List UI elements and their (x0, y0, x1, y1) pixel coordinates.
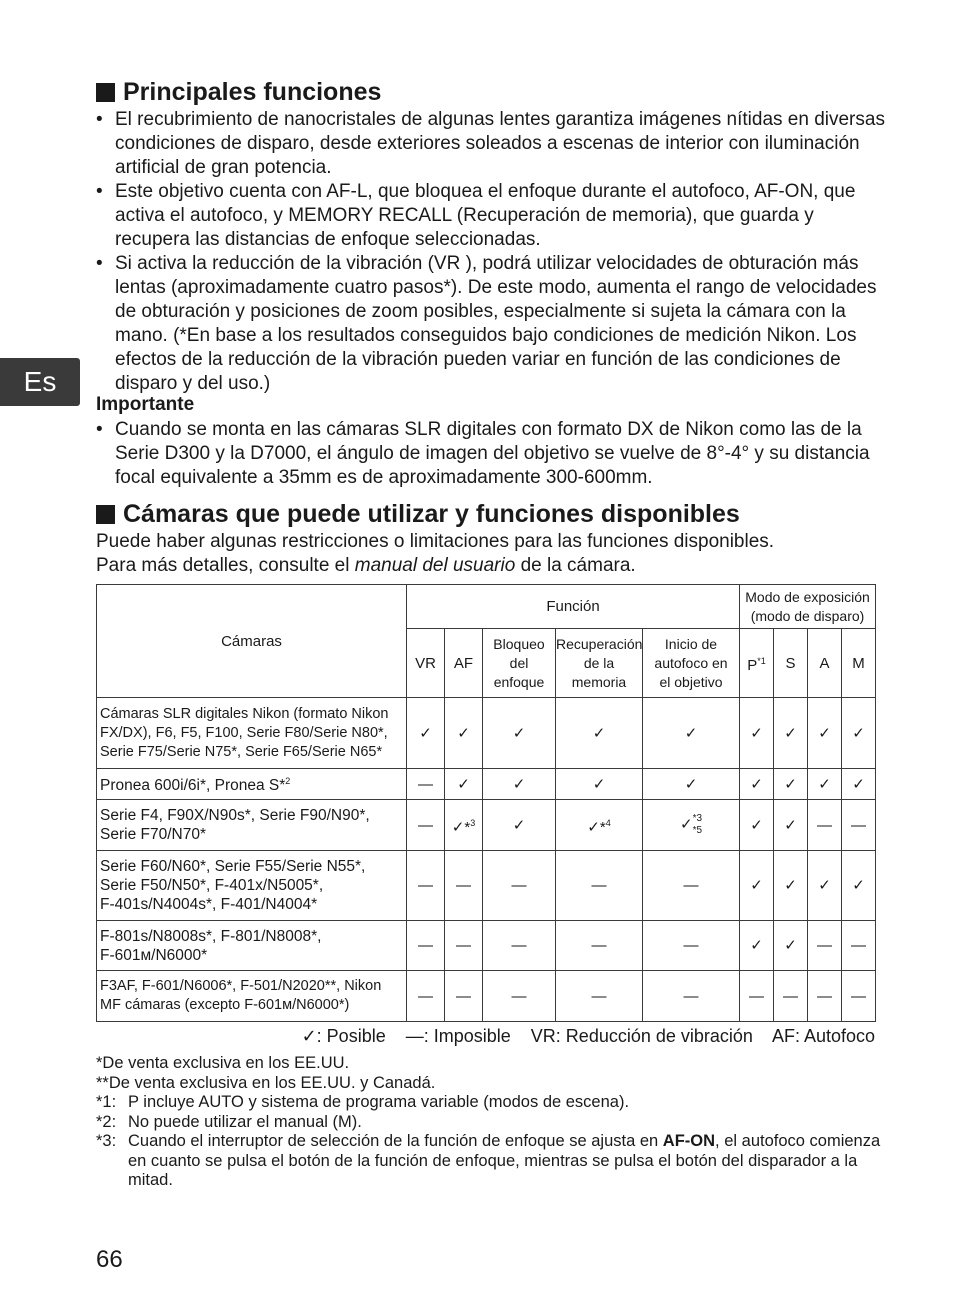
dash-mark: — (643, 921, 740, 971)
check-mark: ✓ (740, 698, 774, 769)
check-mark: ✓ (740, 800, 774, 851)
dash-mark: — (407, 921, 445, 971)
header-p: $P^{*1}$ (740, 629, 774, 698)
table-row (97, 698, 876, 769)
list-item: • Si activa la reducción de la vibración (VR ), podrá utilizar velocidades de obturación más lentas (aproximadamente cuatro pasos*). De este modo, aumenta el rango de velocidades de obturación y posiciones de zoom posibles, especialmente si sujeta la cámara con la mano. (*En base a los resultados conseguidos bajo condiciones de medición Nikon. Los efectos de la reducción de la vibración pueden variar en función de las condiciones de disparo y del uso.) (96, 253, 877, 394)
footnote: *De venta exclusiva en los EE.UU. (96, 1054, 350, 1072)
check-mark: ✓ (774, 851, 808, 921)
check-mark: ✓ (740, 769, 774, 800)
header-function: Función (407, 585, 740, 629)
check-mark: ✓ (842, 698, 876, 769)
dash-mark: — (740, 971, 774, 1022)
dash-mark: — (407, 971, 445, 1022)
section-intro: Puede haber algunas restricciones o limitaciones para las funciones disponibles. Para más detalles, consulte el manual del usuario de la cámara. (96, 531, 775, 576)
check-mark: ✓ (407, 698, 445, 769)
check-mark: ✓ (774, 698, 808, 769)
check-mark: ✓ (483, 769, 556, 800)
dash-mark: — (556, 921, 643, 971)
check-mark: ✓ (774, 800, 808, 851)
check-mark-note: ✓*$^4$ (556, 800, 643, 851)
dash-mark: — (407, 800, 445, 851)
check-mark: ✓ (483, 800, 556, 851)
dash-mark: — (445, 921, 483, 971)
dash-mark: — (774, 971, 808, 1022)
header-af: AF (445, 629, 483, 698)
dash-mark: — (483, 971, 556, 1022)
check-mark-note: ✓*3 *5 (643, 800, 740, 851)
dash-mark: — (445, 971, 483, 1022)
features-list (96, 108, 886, 396)
check-mark: ✓ (556, 769, 643, 800)
header-vr: VR (407, 629, 445, 698)
table-row (97, 769, 876, 800)
dash-mark: — (808, 800, 842, 851)
list-item: • Cuando se monta en las cámaras SLR digitales con formato DX de Nikon como las de la Serie D300 y la D7000, el ángulo de imagen del objetivo se vuelve de 8°-4° y su distancia focal equivalente a 35mm es de aproximadamente 300-600mm. (96, 419, 870, 488)
footnote: *1: P incluye AUTO y sistema de programa variable (modos de escena). (96, 1093, 630, 1111)
check-mark: ✓ (445, 769, 483, 800)
check-mark-note: ✓*$^3$ (445, 800, 483, 851)
footnote: *2: No puede utilizar el manual (M). (96, 1112, 362, 1131)
header-recuperacion: Recuperación de la memoria (556, 629, 643, 698)
importante-list (96, 418, 886, 490)
square-bullet-icon (96, 505, 115, 524)
page-number: 66 (96, 1246, 123, 1273)
check-mark: ✓ (643, 698, 740, 769)
importante-heading: Importante (96, 394, 195, 415)
camera-name: Serie F4, F90X/N90s*, Serie F90/N90*, Serie F70/N70* (97, 800, 407, 851)
language-tab: Es (0, 358, 80, 406)
dash-mark: — (842, 921, 876, 971)
camera-name: Pronea 600i/6i*, Pronea S*$^2$ (97, 769, 407, 800)
check-mark: ✓ (842, 851, 876, 921)
check-mark: ✓ (740, 851, 774, 921)
header-a: A (808, 629, 842, 698)
dash-mark: — (445, 851, 483, 921)
table-legend: ✓: Posible —: Imposible VR: Reducción de vibración AF: Autofoco (301, 1026, 875, 1046)
header-m: M (842, 629, 876, 698)
dash-mark: — (483, 921, 556, 971)
camera-name: F-801s/N8008s*, F-801/N8008*, F-601м/N6000* (97, 921, 407, 971)
list-item: • Este objetivo cuenta con AF-L, que bloquea el enfoque durante el autofoco, AF-ON, que activa el autofoco, y MEMORY RECALL (Recuperación de memoria), que guarda y recupera las distancias de enfoque seleccionadas. (96, 181, 856, 250)
check-mark: ✓ (842, 769, 876, 800)
check-mark: ✓ (643, 769, 740, 800)
dash-mark: — (643, 851, 740, 921)
dash-mark: — (483, 851, 556, 921)
table-row (97, 851, 876, 921)
footnotes (96, 1054, 886, 1191)
check-mark: ✓ (774, 769, 808, 800)
dash-mark: — (808, 971, 842, 1022)
header-exposure-mode: Modo de exposición (modo de disparo) (740, 585, 876, 629)
check-mark: ✓ (445, 698, 483, 769)
section-title-camaras: Cámaras que puede utilizar y funciones disponibles (96, 500, 740, 529)
dash-mark: — (407, 769, 445, 800)
camera-name: F3AF, F-601/N6006*, F-501/N2020**, Nikon MF cámaras (excepto F-601м/N6000*) (97, 971, 407, 1022)
section-title-principales: Principales funciones (96, 78, 381, 107)
check-mark: ✓ (556, 698, 643, 769)
check-mark: ✓ (740, 921, 774, 971)
dash-mark: — (556, 971, 643, 1022)
header-bloqueo: Bloqueo del enfoque (483, 629, 556, 698)
dash-mark: — (407, 851, 445, 921)
footnote: *3: Cuando el interruptor de selección de la función de enfoque se ajusta en AF-ON, el autofoco comienza en cuanto se pulsa el botón de la función de enfoque, mientras se pulsa el botón del disparador a la mitad. (96, 1132, 881, 1189)
footnote: **De venta exclusiva en los EE.UU. y Canadá. (96, 1073, 436, 1092)
dash-mark: — (643, 971, 740, 1022)
dash-mark: — (842, 800, 876, 851)
compatibility-table (96, 584, 876, 1022)
dash-mark: — (556, 851, 643, 921)
list-item: • El recubrimiento de nanocristales de algunas lentes garantiza imágenes nítidas en diversas condiciones de disparo, desde exteriores soleados a escenas de interior con iluminación artificial de gran potencia. (96, 109, 885, 178)
check-mark: ✓ (483, 698, 556, 769)
camera-name: Cámaras SLR digitales Nikon (formato Nikon FX/DX), F6, F5, F100, Serie F80/Serie N80*, Serie F75/Serie N75*, Serie F65/Serie N65* (97, 698, 407, 769)
check-mark: ✓ (808, 851, 842, 921)
dash-mark: — (808, 921, 842, 971)
header-s: S (774, 629, 808, 698)
table-row (97, 921, 876, 971)
table-row (97, 800, 876, 851)
header-cameras: Cámaras (97, 585, 407, 698)
check-mark: ✓ (774, 921, 808, 971)
header-inicio: Inicio de autofoco en el objetivo (643, 629, 740, 698)
check-mark: ✓ (808, 698, 842, 769)
camera-name: Serie F60/N60*, Serie F55/Serie N55*, Serie F50/N50*, F-401x/N5005*, F-401s/N4004s*, F-401/N4004* (97, 851, 407, 921)
square-bullet-icon (96, 83, 115, 102)
dash-mark: — (842, 971, 876, 1022)
table-row (97, 971, 876, 1022)
check-mark: ✓ (808, 769, 842, 800)
